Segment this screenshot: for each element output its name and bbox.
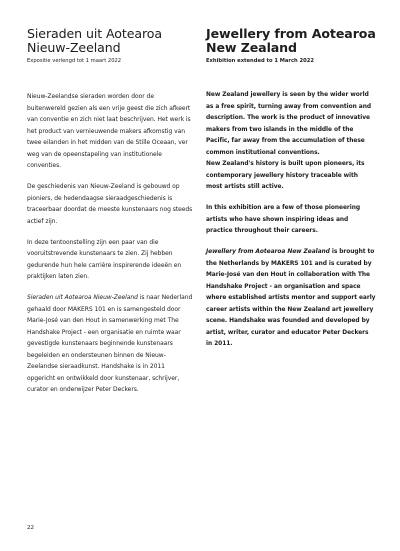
english-body: [206, 90, 376, 351]
english-paragraph-1b: New Zealand's history is built upon pioneers, its contemporary jewellery history traceable with most artists still active.: [206, 161, 365, 190]
dutch-paragraph-3: In deze tentoonstelling zijn een paar van die vooruitstrevende kunstenaars te zien. Zij hebben gedurende hun hele carrière inspirerende ideeën en praktijken laten zien.: [27, 238, 182, 280]
english-paragraph-3: [206, 247, 376, 351]
dutch-exhibition-title: Sieraden uit Aotearoa Nieuw-Zeeland: [27, 294, 138, 301]
english-column: [206, 27, 376, 360]
english-paragraph-2: In this exhibition are a few of those pioneering artists who have shown inspiring ideas and practice throughout their careers.: [206, 205, 361, 234]
dutch-paragraph-4: [27, 292, 193, 396]
dutch-column: [27, 27, 193, 405]
english-subtitle: Exhibition extended to 1 March 2022: [206, 58, 314, 64]
english-paragraph-1: New Zealand jewellery is seen by the wider world as a free spirit, turning away from convention and description. The work is the product of innovative makers from two islands in the middle of the Pacific, far away from the accumulation of these common institutional conventions.: [206, 92, 372, 156]
english-paragraph-3-text: is brought to the Netherlands by MAKERS 101 and is curated by Marie-José van den Hout in collaboration with The Handshake Project - an organisation and space where established artists mentor and support early career artists within the New Zealand art jewellery scene. Handshake was founded and developed by artist, writer, curator and educator Peter Deckers in 2011.: [206, 249, 376, 347]
english-title: Jewellery from Aotearoa New Zealand: [206, 26, 376, 55]
dutch-paragraph-2: De geschiedenis van Nieuw-Zeeland is gebouwd op pioniers, de hedendaagse sieraadgeschiedenis is traceerbaar doordat de meeste kunstenaars nog steeds actief zijn.: [27, 183, 193, 225]
english-exhibition-title: Jewellery from Aotearoa New Zealand: [206, 249, 330, 255]
dutch-subtitle: Expositie verlengd tot 1 maart 2022: [27, 58, 122, 64]
page-number: 22: [27, 525, 35, 531]
dutch-paragraph-1: Nieuw-Zeelandse sieraden worden door de buitenwereld gezien als een vrije geest die zich afkeert van conventie en zich niet laat beschrijven. Het werk is het product van vernieuwende makers afkomstig van twee eilanden in het midden van de Stille Oceaan, ver weg van de opeenstapeling van institutionele conventies.: [27, 93, 191, 169]
dutch-body: [27, 91, 193, 396]
dutch-title: Sieraden uit Aotearoa Nieuw-Zeeland: [27, 26, 163, 55]
dutch-paragraph-4-text: is naar Nederland gehaald door MAKERS 101 en is samengesteld door Marie-José van den Hout in samenwerking met The Handshake Project - een organisatie en ruimte waar gevestigde kunstenaars beginnende kunstenaars begeleiden en ondersteunen binnen de Nieuw-Zeelandse sieraadkunst. Handshake is in 2011 opgericht en ontwikkeld door kunstenaar, schrijver, curator en onderwijzer Peter Deckers.: [27, 294, 193, 393]
